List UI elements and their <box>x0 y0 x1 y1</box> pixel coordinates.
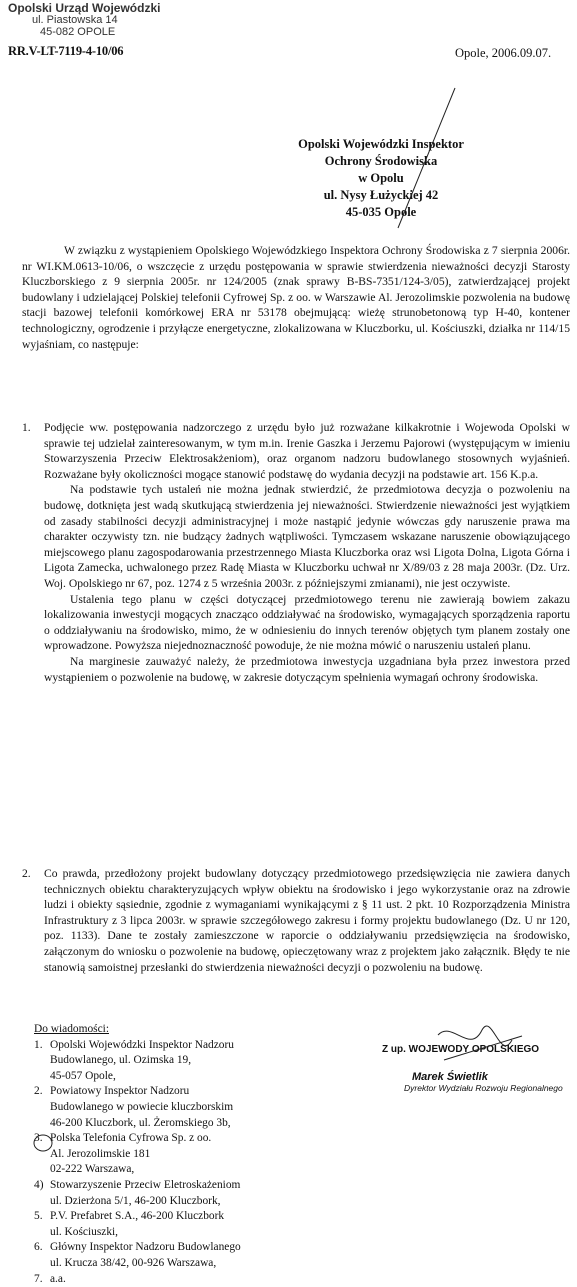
distribution-entry-number: 6. <box>34 1240 50 1271</box>
stamp-line-2: ul. Piastowska 14 <box>8 14 160 26</box>
distribution-entry-line: Polska Telefonia Cyfrowa Sp. z oo. <box>50 1131 334 1147</box>
distribution-entry-line: Budowlanego w powiecie kluczborskim <box>50 1100 334 1116</box>
distribution-entry <box>34 1272 334 1287</box>
intro-section <box>22 243 570 352</box>
office-stamp <box>8 2 160 38</box>
signatory-title: Dyrektor Wydziału Rozwoju Regionalnego <box>382 1083 572 1093</box>
distribution-entry <box>34 1038 334 1085</box>
stamp-line-1: Opolski Urząd Wojewódzki <box>8 2 160 14</box>
signature-block <box>382 1044 572 1093</box>
item-1-paragraph-1: Podjęcie ww. postępowania nadzorczego z urzędu było już rozważane kilkakrotnie i Wojewoda Opolski w sprawie tej udzielał zainteresowanym, w tym m.in. Irenie Gaszka i Jerzemu Pajorowi (występującym w imieniu Stowarzyszenia Przeciw Elektrosakżeniom), oraz organom nadzoru budowlanego stosownych wyjaśnień. Rozważane były okoliczności mogące stanowić podstawę do wydania decyzji na podstawie art. 156 K.p.a. <box>44 420 570 482</box>
list-item-1 <box>22 420 570 685</box>
distribution-entry-line: ul. Kościuszki, <box>50 1225 334 1241</box>
item-1-paragraph-3: Ustalenia tego planu w części dotyczącej przedmiotowego terenu nie zawierają bowiem zakazu lokalizowania inwestycji mogących znacząco oddziaływać na środowisko, wymagających sporządzenia raportu o oddziaływaniu na środowisko, mimo, że w odniesieniu do innych terenów objętych tym planem zostały one wprowadzone. Powyższa niejednoznaczność powoduje, że nie można mówić o naruszeniu ustaleń planu. <box>44 592 570 654</box>
distribution-entry-text <box>50 1131 334 1178</box>
recipient-line-1: Opolski Wojewódzki Inspektor <box>270 136 492 153</box>
distribution-entries <box>34 1038 334 1287</box>
distribution-entry-number: 2. <box>34 1084 50 1131</box>
intro-paragraph: W związku z wystąpieniem Opolskiego Wojewódzkiego Inspektora Ochrony Środowiska z 7 sierpnia 2006r. nr WI.KM.0613-10/06, o wszczęcie z urzędu postępowania w sprawie stwierdzenia nieważności decyzji Starosty Kluczborskiego z 9 sierpnia 2005r. nr 124/2005 (znak sprawy B-BS-7351/124-3/05), zatwierdzającej projekt budowlany i udzielającej Polskiej telefonii Cyfrowej Sp. z oo. w Warszawie Al. Jerozolimskie pozwolenia na budowę stacji bazowej telefonii komórkowej ERA nr 53178 obejmującą: wieżę strunobetonową typ H-40, kontener technologiczny, ogrodzenie i przyłącze energetyczne, zlokalizowana w Kluczborku, ul. Kościuszki, działka nr 114/15 wyjaśniam, co następuje: <box>22 243 570 352</box>
distribution-entry-line: a.a. <box>50 1272 334 1287</box>
distribution-list <box>34 1022 334 1287</box>
distribution-entry-text <box>50 1272 334 1287</box>
distribution-entry-line: Główny Inspektor Nadzoru Budowlanego <box>50 1240 334 1256</box>
item-1-paragraph-4: Na marginesie zauważyć należy, że przedmiotowa inwestycja uzgadniana była przez inwestora przed wystąpieniem o pozwolenie na budowę, w zakresie dotyczącym spełnienia wymagań ochrony środowiska. <box>44 654 570 685</box>
distribution-entry-line: P.V. Prefabret S.A., 46-200 Kluczbork <box>50 1209 334 1225</box>
recipient-line-3: w Opolu <box>270 170 492 187</box>
reference-number: RR.V-LT-7119-4-10/06 <box>8 44 123 59</box>
distribution-entry-number: 1. <box>34 1038 50 1085</box>
signatory-name: Marek Świetlik <box>382 1071 572 1083</box>
distribution-entry <box>34 1131 334 1178</box>
letter-date: Opole, 2006.09.07. <box>455 46 551 61</box>
distribution-entry-line: 02-222 Warszawa, <box>50 1162 334 1178</box>
distribution-entry-line: Powiatowy Inspektor Nadzoru <box>50 1084 334 1100</box>
distribution-entry-line: 46-200 Kluczbork, ul. Żeromskiego 3b, <box>50 1116 334 1132</box>
distribution-entry-text <box>50 1240 334 1271</box>
distribution-entry-line: Budowlanego, ul. Ozimska 19, <box>50 1053 334 1069</box>
distribution-entry-line: Opolski Wojewódzki Inspektor Nadzoru <box>50 1038 334 1054</box>
distribution-entry-number: 4) <box>34 1178 50 1209</box>
item-number: 1. <box>22 420 44 685</box>
distribution-entry <box>34 1240 334 1271</box>
distribution-entry-text <box>50 1084 334 1131</box>
item-1-paragraph-2: Na podstawie tych ustaleń nie można jednak stwierdzić, że przedmiotowa decyzja o pozwoleniu na budowę, dotknięta jest wadą skutkującą stwierdzenia jej nieważności. Stwierdzenie nieważności jest wyjątkiem od zasady stabilności decyzji administracyjnej i może nastąpić jedynie wówczas gdy naruszenie prawa ma charakter oczywisty tzn. nie budzący żadnych wątpliwości. Tymczasem wskazane naruszenie obowiązującego miejscowego planu zagospodarowania przestrzennego Miasta Kluczborka oraz wsi Ligota Dolna, Ligota Górna i Ligota Zamecka, uchwalonego przez Radę Miasta w Kluczborku uchwał nr X/89/03 z 28 maja 2003r. (Dz. Urz. Woj. Opolskiego nr 67, poz. 1274 z 5 września 2003r. z późniejszymi zmianami), nie jest oczywiste. <box>44 482 570 591</box>
distribution-entry-number: 7. <box>34 1272 50 1287</box>
item-number: 2. <box>22 866 44 975</box>
recipient-line-5: 45-035 Opole <box>270 204 492 221</box>
item-2-paragraph-1: Co prawda, przedłożony projekt budowlany dotyczący przedmiotowego przedsięwzięcia nie zawiera danych technicznych obiektu charakteryzujących wpływ obiektu na środowisko i jego wykorzystanie oraz na zdrowie ludzi i obiekty sąsiednie, zgodnie z wymaganiami wynikającymi z § 11 ust. 2 pkt. 10 Rozporządzenia Ministra Infrastruktury z 3 lipca 2003r. w sprawie szczegółowego zakresu i formy projektu budowlanego (Dz. U nr 120, poz. 1133). Dane te zostały zamieszczone w raporcie o oddziaływaniu przedsięwzięcia na środowisko, załączonym do wniosku o pozwolenie na budowę, opieczętowany wraz z projektem jako załącznik. Błędy te nie stanowią samoistnej przesłanki do stwierdzenia nieważności decyzji o pozwoleniu na budowę. <box>44 866 570 975</box>
distribution-entry-line: ul. Dzierżona 5/1, 46-200 Kluczbork, <box>50 1194 334 1210</box>
distribution-entry-text <box>50 1038 334 1085</box>
item-text <box>44 866 570 975</box>
item-text <box>44 420 570 685</box>
list-item-2 <box>22 866 570 975</box>
distribution-entry-number: 5. <box>34 1209 50 1240</box>
distribution-entry <box>34 1084 334 1131</box>
distribution-entry <box>34 1209 334 1240</box>
distribution-entry-text <box>50 1209 334 1240</box>
recipient-line-4: ul. Nysy Łużyckiej 42 <box>270 187 492 204</box>
distribution-entry-number: 3. <box>34 1131 50 1178</box>
stamp-line-3: 45-082 OPOLE <box>8 26 160 38</box>
distribution-entry-line: Stowarzyszenie Przeciw Eletroskażeniom <box>50 1178 334 1194</box>
distribution-heading: Do wiadomości: <box>34 1022 334 1038</box>
recipient-line-2: Ochrony Środowiska <box>270 153 492 170</box>
distribution-entry-line: ul. Krucza 38/42, 00-926 Warszawa, <box>50 1256 334 1272</box>
distribution-entry <box>34 1178 334 1209</box>
distribution-entry-text <box>50 1178 334 1209</box>
recipient-address <box>270 136 492 221</box>
distribution-entry-line: 45-057 Opole, <box>50 1069 334 1085</box>
distribution-entry-line: Al. Jerozolimskie 181 <box>50 1147 334 1163</box>
signature-authority: Z up. WOJEWODY OPOLSKIEGO <box>382 1044 572 1055</box>
